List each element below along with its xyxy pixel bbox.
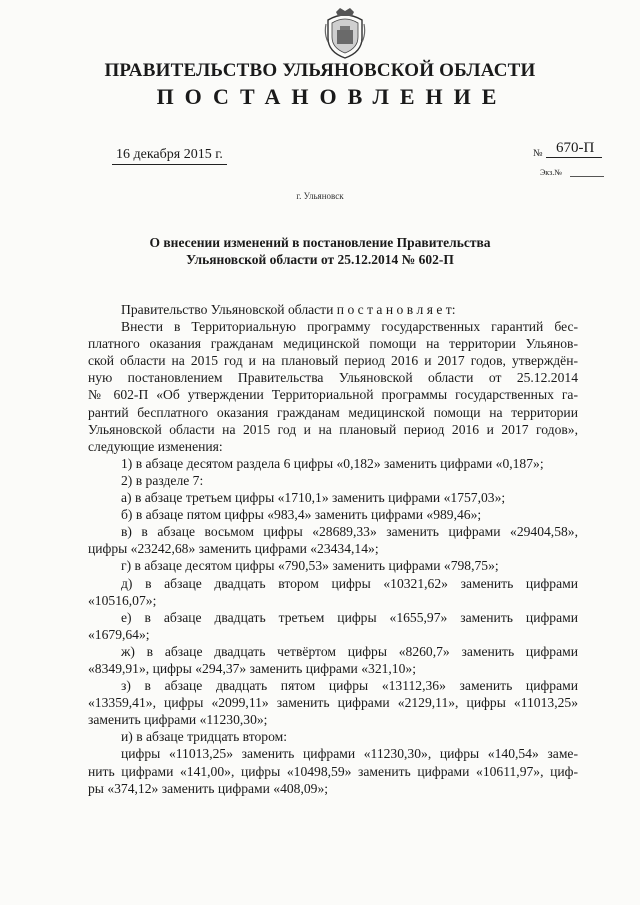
- copy-number-line: [570, 176, 604, 177]
- intro-line: ской области на 2015 год и на плановый период 2016 и 2017 годов, утверждён-: [88, 353, 578, 369]
- subitem-i-text-line: цифры «11013,25» заменить цифрами «11230,30», цифры «140,54» заме-: [121, 746, 578, 762]
- item-2: 2) в разделе 7:: [121, 472, 204, 488]
- preamble: Правительство Ульяновской области п о с т а н о в л я е т:: [121, 302, 456, 317]
- subject-line-1: О внесении изменений в постановление Правительства: [149, 235, 491, 250]
- city-name: г. Ульяновск: [296, 191, 344, 201]
- intro-line: Ульяновской области на 2015 год и на плановый период 2016 и 2017 годов»,: [88, 421, 578, 437]
- document-subject: [120, 234, 520, 268]
- item-1: 1) в абзаце десятом раздела 6 цифры «0,182» заменить цифрами «0,187»;: [121, 455, 544, 471]
- document-type: ПОСТАНОВЛЕНИЕ: [156, 84, 508, 109]
- document-date: 16 декабря 2015 г.: [112, 147, 227, 165]
- subitem-i-text-line: нить цифрами «141,00», цифры «10498,59» заменить цифрами «10611,97», циф-: [88, 763, 578, 779]
- subitem-i-text-line: ры «374,12» заменить цифрами «408,09»;: [88, 780, 329, 796]
- subitem-zh-line: ж) в абзаце двадцать четвёртом цифры «8260,7» заменить цифрами: [121, 643, 578, 659]
- subitem-v-line: цифры «23242,68» заменить цифрами «23434,14»;: [88, 541, 379, 557]
- coat-of-arms-emblem: [324, 6, 366, 60]
- subitem-e-line: е) в абзаце двадцать третьем цифры «1655,97» заменить цифрами: [121, 609, 578, 625]
- subitem-g: г) в абзаце десятом цифры «790,53» заменить цифрами «798,75»;: [121, 558, 499, 574]
- subject-line-2: Ульяновской области от 25.12.2014 № 602-П: [186, 252, 454, 267]
- subitem-zh-line: «8349,91», цифры «294,37» заменить цифрами «321,10»;: [88, 660, 416, 676]
- document-body: [88, 301, 578, 797]
- subitem-b: б) в абзаце пятом цифры «983,4» заменить цифрами «989,46»;: [121, 507, 482, 523]
- document-number: 670-П: [546, 140, 602, 158]
- subitem-d-line: «10516,07»;: [88, 592, 157, 608]
- government-title: ПРАВИТЕЛЬСТВО УЛЬЯНОВСКОЙ ОБЛАСТИ: [104, 60, 536, 81]
- intro-line: № 602-П «Об утверждении Территориальной программы государственных га-: [88, 387, 578, 403]
- number-label: №: [533, 148, 543, 159]
- subitem-d-line: д) в абзаце двадцать втором цифры «10321,62» заменить цифрами: [121, 575, 578, 591]
- subitem-z-line: з) в абзаце двадцать пятом цифры «13112,36» заменить цифрами: [121, 678, 578, 694]
- intro-line: платного оказания гражданам медицинской помощи на территории Ульянов-: [88, 336, 578, 352]
- subitem-z-line: «13359,41», цифры «2099,11» заменить цифрами «2129,11», цифры «11013,25»: [88, 695, 578, 711]
- subitem-e-line: «1679,64»;: [88, 626, 150, 642]
- intro-line: следующие изменения:: [88, 438, 223, 454]
- subitem-z-line: заменить цифрами «11230,30»;: [88, 712, 268, 728]
- intro-line: рантий бесплатного оказания гражданам медицинской помощи на территории: [88, 404, 578, 420]
- subitem-a: а) в абзаце третьем цифры «1710,1» заменить цифрами «1757,03»;: [121, 490, 506, 506]
- intro-line: ную постановлением Правительства Ульяновской области от 25.12.2014: [88, 370, 578, 386]
- subitem-v-line: в) в абзаце восьмом цифры «28689,33» заменить цифрами «29404,58»,: [121, 524, 578, 540]
- intro-line: Внести в Территориальную программу государственных гарантий бес-: [121, 319, 578, 335]
- copy-number-label: Экз.№: [540, 168, 562, 177]
- subitem-i: и) в абзаце тридцать втором:: [121, 729, 288, 745]
